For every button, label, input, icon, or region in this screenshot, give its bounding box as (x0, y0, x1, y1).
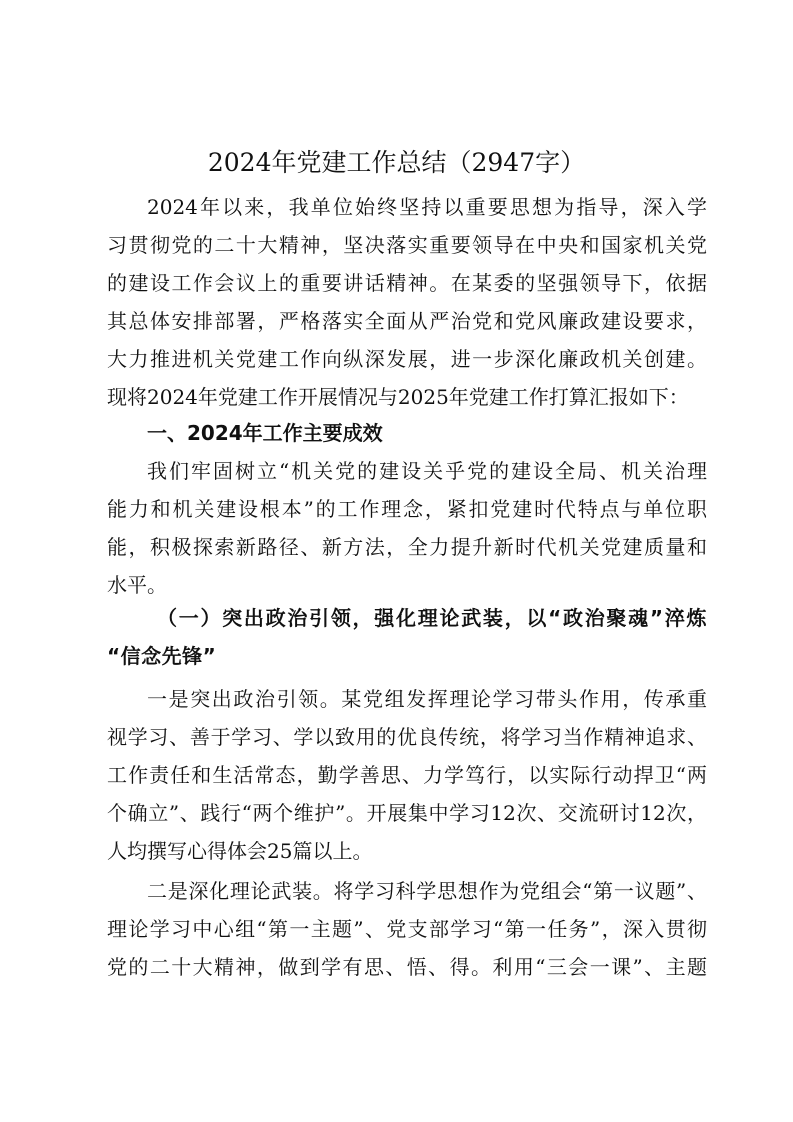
text-line: 其总体安排部署，严格落实全面从严治党和党风廉政建设要求， (107, 309, 707, 333)
intro-paragraph (107, 188, 707, 416)
document-title: 2024年党建工作总结（2947字） (207, 148, 586, 177)
text-line: 习贯彻党的二十大精神，坚决落实重要领导在中央和国家机关党 (107, 233, 707, 257)
text-line: 党的二十大精神，做到学有思、悟、得。利用“三会一课”、主题 (107, 955, 707, 979)
text-line: 水平。 (107, 573, 167, 597)
body-paragraph (107, 680, 707, 870)
subsection-heading-line: “信念先锋” (107, 644, 217, 668)
text-line: 大力推进机关党建工作向纵深发展，进一步深化廉政机关创建。 (107, 347, 707, 371)
section-body-paragraph (107, 452, 707, 604)
text-line: 视学习、善于学习、学以致用的优良传统，将学习当作精神追求、 (107, 725, 707, 749)
text-line: 的建设工作会议上的重要讲话精神。在某委的坚强领导下，依据 (107, 271, 707, 295)
text-line: 我们牢固树立“机关党的建设关乎党的建设全局、机关治理 (147, 459, 707, 483)
text-line: 现将2024年党建工作开展情况与2025年党建工作打算汇报如下： (107, 385, 689, 409)
text-line: 工作责任和生活常态，勤学善思、力学笃行，以实际行动捍卫“两 (107, 763, 707, 787)
text-line: 2024年以来，我单位始终坚持以重要思想为指导，深入学 (147, 195, 707, 219)
body-paragraph (107, 872, 707, 986)
text-line: 能力和机关建设根本”的工作理念，紧扣党建时代特点与单位职 (107, 497, 707, 521)
text-line: 个确立”、践行“两个维护”。开展集中学习12次、交流研讨12次， (107, 801, 707, 825)
text-line: 人均撰写心得体会25篇以上。 (107, 839, 373, 863)
text-line: 能，积极探索新路径、新方法，全力提升新时代机关党建质量和 (107, 535, 707, 559)
text-line: 一是突出政治引领。某党组发挥理论学习带头作用，传承重 (147, 687, 707, 711)
subsection-heading (107, 599, 707, 675)
section-heading-text: 一、2024年工作主要成效 (147, 421, 383, 445)
section-heading (107, 414, 707, 452)
subsection-heading-line: （一）突出政治引领，强化理论武装，以“政治聚魂”淬炼 (157, 606, 707, 630)
text-line: 理论学习中心组“第一主题”、党支部学习“第一任务”，深入贯彻 (107, 917, 707, 941)
text-line: 二是深化理论武装。将学习科学思想作为党组会“第一议题”、 (147, 879, 707, 903)
